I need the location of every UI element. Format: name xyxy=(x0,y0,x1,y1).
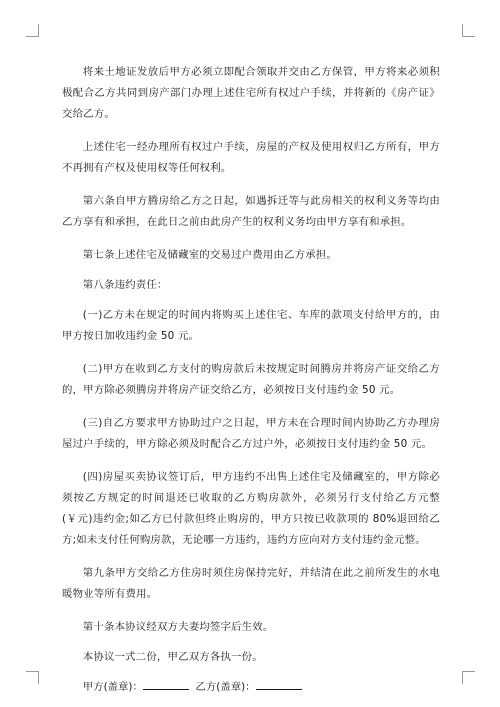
party-b-seal-label: 乙方(盖章)： xyxy=(195,681,256,693)
paragraph-article-7: 第七条上述住宅及储藏室的交易过户费用由乙方承担。 xyxy=(82,249,337,261)
paragraph-article-8-heading: 第八条违约责任： xyxy=(82,279,168,291)
party-a-seal-label: 甲方(盖章)： xyxy=(82,681,143,693)
page-corner-mark-bottom-left xyxy=(26,671,39,684)
document-page xyxy=(62,62,440,698)
page-corner-mark-bottom-right xyxy=(462,671,475,684)
page-corner-mark-top-right xyxy=(462,24,475,37)
paragraph-article-10: 第十条本协议经双方夫妻均签字后生效。 xyxy=(82,621,274,633)
signature-line xyxy=(62,677,440,698)
paragraph-article-6: 第六条自甲方腾房给乙方之日起，如遇拆迁等与此房相关的权利义务等均由乙方享有和承担，在此日之前由此房产生的权利义务均由甲方享有和承担。 xyxy=(62,195,440,228)
paragraph-copies: 本协议一式二份，甲乙双方各执一份。 xyxy=(82,651,263,663)
paragraph-ownership-transfer: 上述住宅一经办理所有权过户手续，房屋的产权及使用权归乙方所有，甲方不再拥有产权及使用权等任何权利。 xyxy=(62,141,440,174)
paragraph-breach-2: (二)甲方在收到乙方支付的购房款后未按规定时间腾房并将房产证交给乙方的，甲方除必须腾房并将房产证交给乙方，必须按日支付违约金 50 元。 xyxy=(62,363,440,396)
paragraph-article-9: 第九条甲方交给乙方住房时须住房保持完好，并结清在此之前所发生的水电暖物业等所有费用。 xyxy=(62,567,440,600)
paragraph-breach-4: (四)房屋买卖协议签订后，甲方违约不出售上述住宅及储藏室的，甲方除必须按乙方规定的时间退还已收取的乙方购房款外，必须另行支付给乙方元整(￥元)违约金;如乙方已付款但终止购房的，甲方只按已收款项的 80%退回给乙方;如未支付任何购房款，无论哪一方违约，违约方应向对方支付违约金元整。 xyxy=(62,471,440,546)
paragraph-land-certificate: 将来土地证发放后甲方必须立即配合领取并交由乙方保管，甲方将来必须积极配合乙方共同到房产部门办理上述住宅所有权过户手续，并将新的《房产证》交给乙方。 xyxy=(62,66,440,120)
paragraph-breach-1: (一)乙方未在规定的时间内将购买上述住宅、车库的款项支付给甲方的，由甲方按日加收违约金 50 元。 xyxy=(62,309,440,342)
paragraph-breach-3: (三)自乙方要求甲方协助过户之日起，甲方未在合理时间内协助乙方办理房屋过户手续的，甲方除必须及时配合乙方过户外，必须按日支付违约金 50 元。 xyxy=(62,417,440,450)
party-b-seal-blank xyxy=(256,677,302,690)
page-corner-mark-top-left xyxy=(26,24,39,37)
party-a-seal-blank xyxy=(143,677,189,690)
